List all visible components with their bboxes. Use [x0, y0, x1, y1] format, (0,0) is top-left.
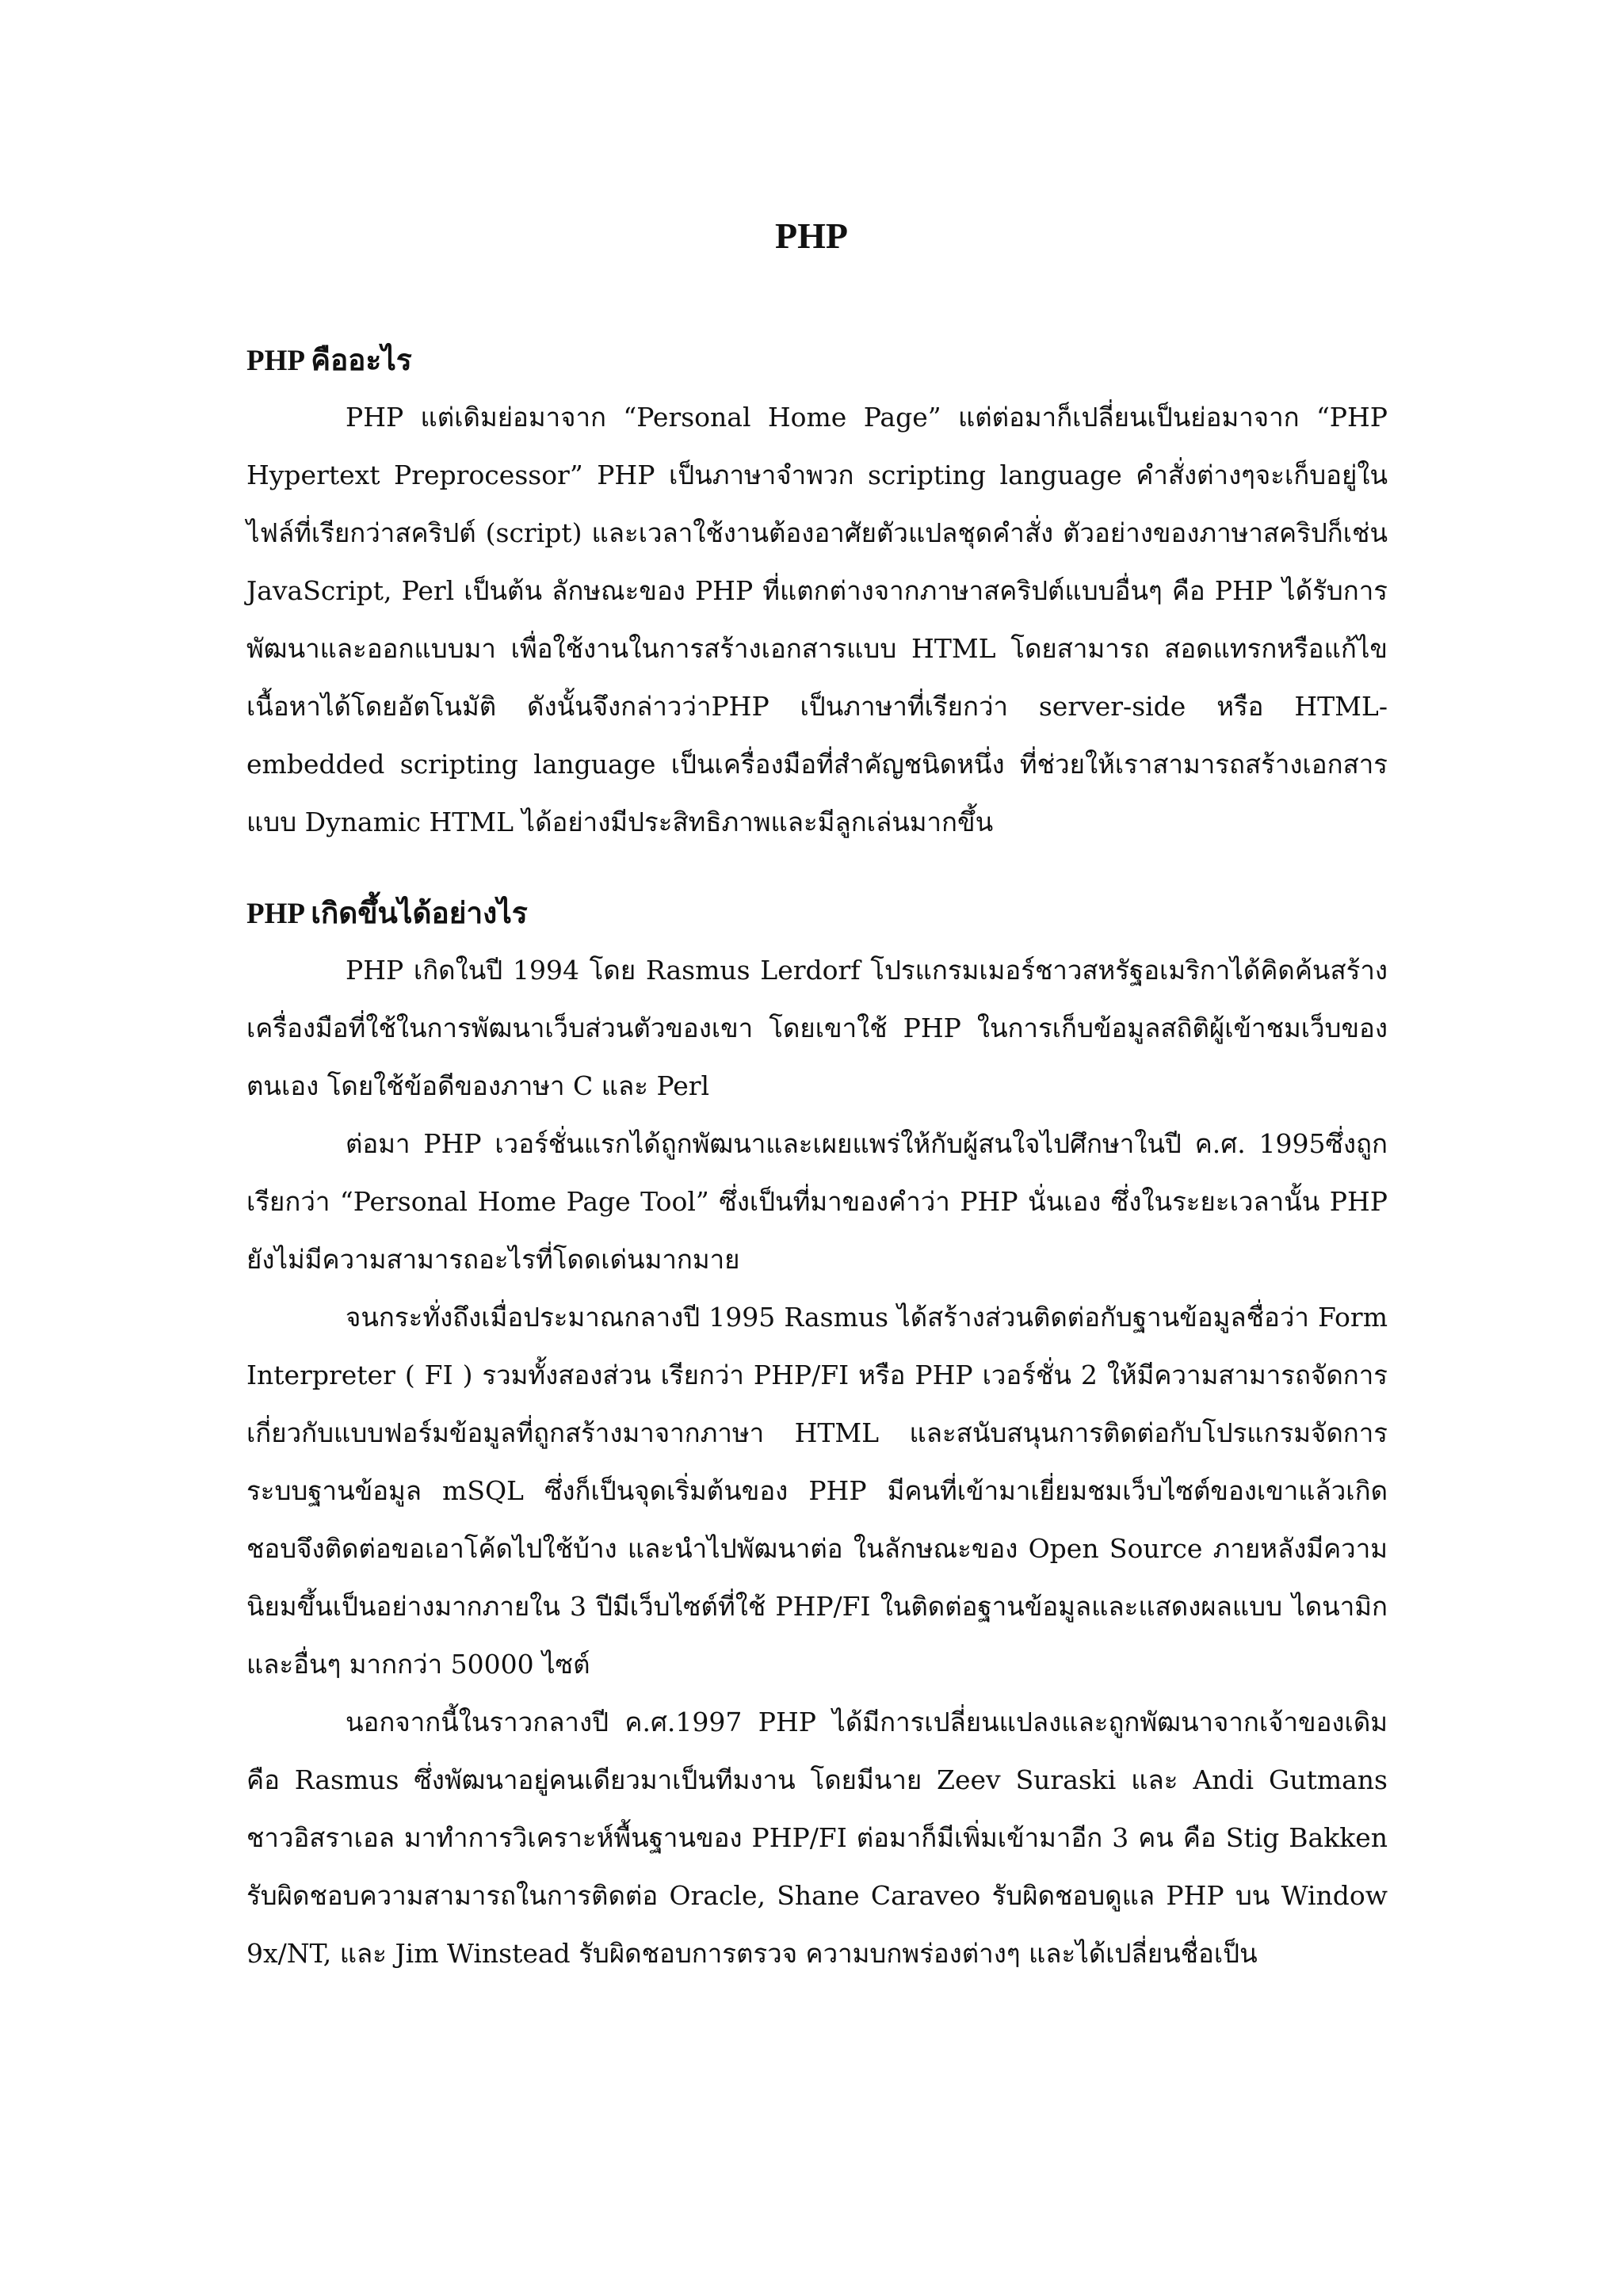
- section-php-origin: [246, 894, 1388, 1982]
- paragraph: นอกจากนี้ในราวกลางปี ค.ศ.1997 PHP ได้มีการเปลี่ยนแปลงและถูกพัฒนาจากเจ้าของเดิมคือ Rasmus ซึ่งพัฒนาอยู่คนเดียวมาเป็นทีมงาน โดยมีนาย Zeev Suraski และ Andi Gutmans ชาวอิสราเอล มาทำการวิเคราะห์พื้นฐานของ PHP/FI ต่อมาก็มีเพิ่มเข้ามาอีก 3 คน คือ Stig Bakken รับผิดชอบความสามารถในการติดต่อ Oracle, Shane Caraveo รับผิดชอบดูแล PHP บน Window 9x/NT, และ Jim Winstead รับผิดชอบการตรวจ ความบกพร่องต่างๆ และได้เปลี่ยนชื่อเป็น: [246, 1707, 1388, 1969]
- section-heading: PHP คืออะไร: [246, 345, 412, 377]
- page-title: PHP: [775, 215, 848, 256]
- section-what-is-php: [246, 341, 1388, 851]
- document-body: [246, 341, 1388, 2025]
- paragraph: PHP เกิดในปี 1994 โดย Rasmus Lerdorf โปรแกรมเมอร์ชาวสหรัฐอเมริกาได้คิดค้นสร้างเครื่องมือที่ใช้ในการพัฒนาเว็บส่วนตัวของเขา โดยเขาใช้ PHP ในการเก็บข้อมูลสถิติผู้เข้าชมเว็บของตนเอง โดยใช้ข้อดีของภาษา C และ Perl: [246, 955, 1388, 1101]
- section-heading: PHP เกิดขึ้นได้อย่างไร: [246, 898, 528, 930]
- paragraph: ต่อมา PHP เวอร์ชั่นแรกได้ถูกพัฒนาและเผยแพร่ให้กับผู้สนใจไปศึกษาในปี ค.ศ. 1995ซึ่งถูกเรียกว่า “Personal Home Page Tool” ซึ่งเป็นที่มาของคำว่า PHP นั่นเอง ซึ่งในระยะเวลานั้น PHP ยังไม่มีความสามารถอะไรที่โดดเด่นมากมาย: [246, 1128, 1388, 1275]
- paragraph: จนกระทั่งถึงเมื่อประมาณกลางปี 1995 Rasmus ได้สร้างส่วนติดต่อกับฐานข้อมูลชื่อว่า Form Interpreter ( FI ) รวมทั้งสองส่วน เรียกว่า PHP/FI หรือ PHP เวอร์ชั่น 2 ให้มีความสามารถจัดการเกี่ยวกับแบบฟอร์มข้อมูลที่ถูกสร้างมาจากภาษา HTML และสนับสนุนการติดต่อกับโปรแกรมจัดการระบบฐานข้อมูล mSQL ซึ่งก็เป็นจุดเริ่มต้นของ PHP มีคนที่เข้ามาเยี่ยมชมเว็บไซต์ของเขาแล้วเกิดชอบจึงติดต่อขอเอาโค้ดไปใช้บ้าง และนำไปพัฒนาต่อ ในลักษณะของ Open Source ภายหลังมีความนิยมขึ้นเป็นอย่างมากภายใน 3 ปีมีเว็บไซต์ที่ใช้ PHP/FI ในติดต่อฐานข้อมูลและแสดงผลแบบ ไดนามิกและอื่นๆ มากกว่า 50000 ไซต์: [246, 1302, 1388, 1680]
- paragraph: PHP แต่เดิมย่อมาจาก “Personal Home Page” แต่ต่อมาก็เปลี่ยนเป็นย่อมาจาก “PHP Hypertext Preprocessor” PHP เป็นภาษาจำพวก scripting language คำสั่งต่างๆจะเก็บอยู่ในไฟล์ที่เรียกว่าสคริปต์ (script) และเวลาใช้งานต้องอาศัยตัวแปลชุดคำสั่ง ตัวอย่างของภาษาสคริปก็เช่น JavaScript, Perl เป็นต้น ลักษณะของ PHP ที่แตกต่างจากภาษาสคริปต์แบบอื่นๆ คือ PHP ได้รับการพัฒนาและออกแบบมา เพื่อใช้งานในการสร้างเอกสารแบบ HTML โดยสามารถ สอดแทรกหรือแก้ไขเนื้อหาได้โดยอัตโนมัติ ดังนั้นจึงกล่าวว่าPHP เป็นภาษาที่เรียกว่า server-side หรือ HTML-embedded scripting language เป็นเครื่องมือที่สำคัญชนิดหนึ่ง ที่ช่วยให้เราสามารถสร้างเอกสารแบบ Dynamic HTML ได้อย่างมีประสิทธิภาพและมีลูกเล่นมากขึ้น: [246, 402, 1388, 837]
